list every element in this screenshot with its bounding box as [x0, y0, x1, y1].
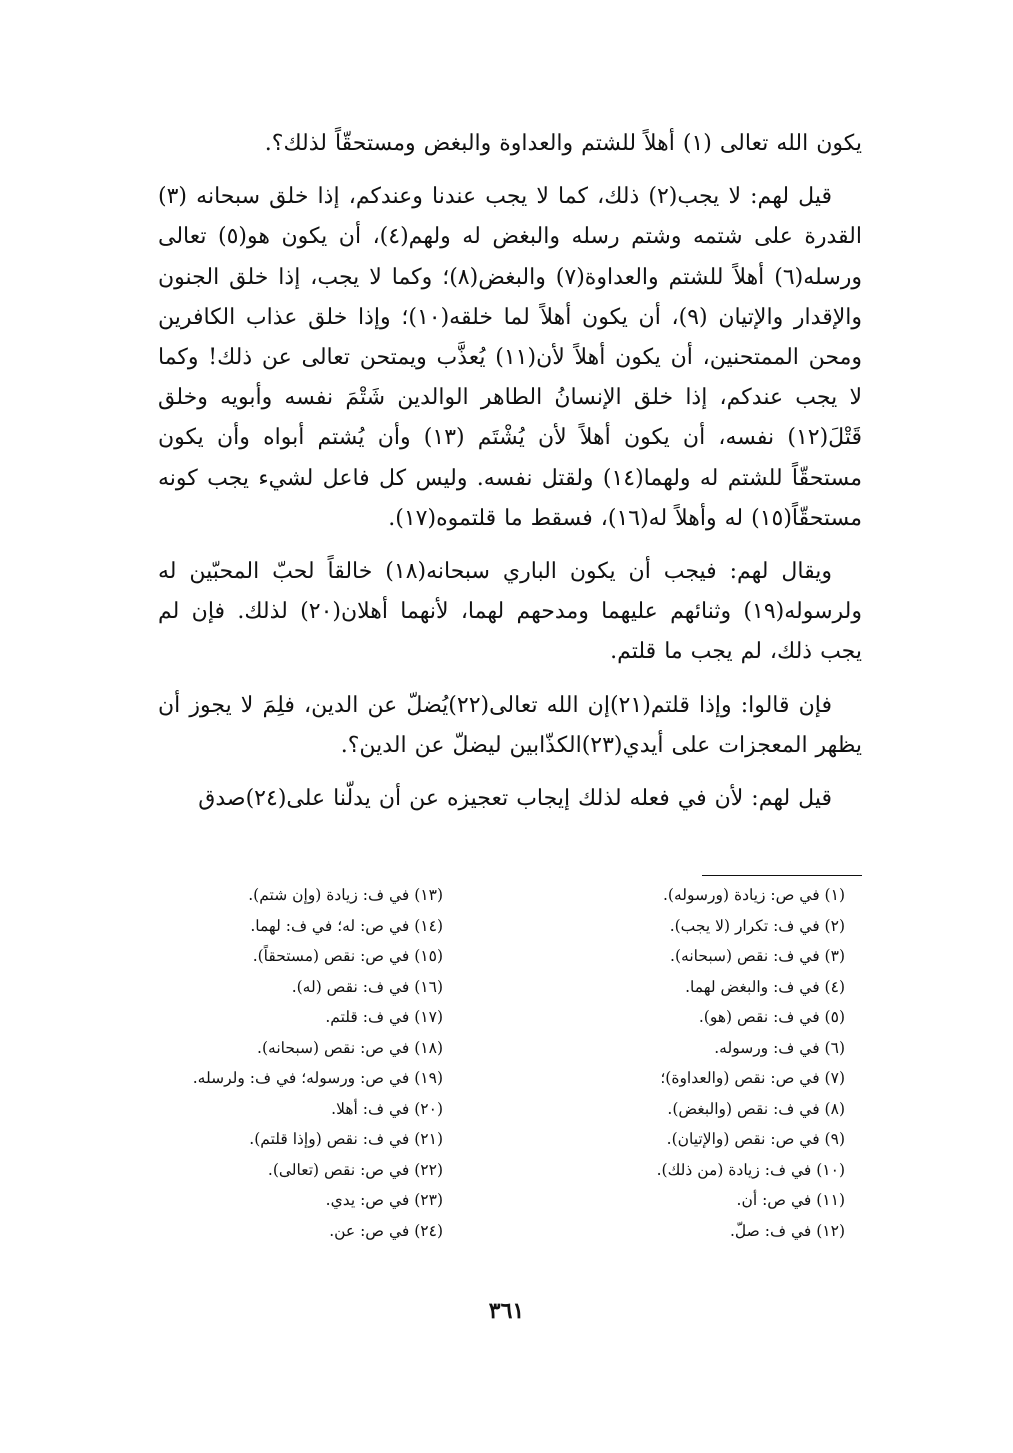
paragraph-2: قيل لهم: لا يجب(٢) ذلك، كما لا يجب عندنا وعندكم، إذا خلق سبحانه (٣) القدرة على شتمه وشتم رسله والبغض له ولهم(٤)، أن يكون هو(٥) تعالى ورسله(٦) أهلاً للشتم والعداوة(٧) والبغض(٨)؛ وكما لا يجب، إذا خلق الجنون والإقدار والإتيان (٩)، أن يكون أهلاً لما خلقه(١٠)؛ وإذا خلق عذاب الكافرين ومحن الممتحنين، أن يكون أهلاً لأن(١١) يُعذَّب ويمتحن تعالى عن ذلك! وكما لا يجب عندكم، إذا خلق الإنسانُ الطاهر الوالدين شَتْمَ نفسه وأبويه وخلق قَتْلَ(١٢) نفسه، أن يكون أهلاً لأن يُشْتَم (١٣) وأن يُشتم أبواه وأن يكون مستحقّاً للشتم له ولهما(١٤) ولقتل نفسه. وليس كل فاعل لشيء يجب كونه مستحقّاً(١٥) له وأهلاً له(١٦)، فسقط ما قلتموه(١٧). [158, 184, 863, 531]
footnote: (٥) في ف: نقص (هو). [698, 1008, 845, 1026]
footnote: (٣) في ف: نقص (سبحانه). [670, 947, 845, 965]
footnote: (١٠) في ف: زيادة (من ذلك). [656, 1160, 845, 1179]
footnote-separator [702, 875, 862, 876]
footnote: (١٨) في ص: نقص (سبحانه). [257, 1038, 443, 1057]
footnote: (١٢) في ف: صلّ. [730, 1221, 845, 1240]
footnote: (١٥) في ص: نقص (مستحقاً). [252, 947, 443, 965]
footnotes-left-column [153, 880, 443, 1246]
footnote: (٢٠) في ف: أهلا. [331, 1099, 443, 1118]
footnote: (٢٣) في ص: يدي. [325, 1191, 443, 1209]
footnote: (٢٢) في ص: نقص (تعالى). [267, 1160, 443, 1179]
footnote: (١) في ص: زيادة (ورسوله). [663, 886, 845, 904]
footnote: (٨) في ف: نقص (والبغض). [667, 1099, 845, 1118]
footnote: (١١) في ص: أن. [736, 1191, 845, 1209]
footnote: (٤) في ف: والبغض لهما. [685, 977, 845, 996]
main-text [158, 124, 862, 832]
footnotes-right-column [545, 880, 845, 1246]
footnote: (١٩) في ص: ورسوله؛ في ف: ولرسله. [192, 1069, 443, 1087]
paragraph-5: قيل لهم: لأن في فعله لذلك إيجاب تعجيزه عن أن يدلّنا على(٢٤)صدق [198, 786, 832, 812]
paragraph-1: يكون الله تعالى (١) أهلاً للشتم والعداوة والبغض ومستحقّاً لذلك؟. [264, 131, 862, 156]
footnote: (٧) في ص: نقص (والعداوة)؛ [660, 1069, 845, 1087]
footnote: (٩) في ص: نقص (والإتيان). [666, 1130, 845, 1148]
paragraph-3: ويقال لهم: فيجب أن يكون الباري سبحانه(١٨) خالقاً لحبّ المحبّين له ولرسوله(١٩) وثنائهم عليهما ومدحهم لهما، لأنهما أهلان(٢٠) لذلك. فإن لم يجب ذلك، لم يجب ما قلتم. [158, 559, 862, 665]
footnote: (٢١) في ف: نقص (وإذا قلتم). [249, 1130, 443, 1148]
paragraph-4: فإن قالوا: وإذا قلتم(٢١)إن الله تعالى(٢٢)يُضلّ عن الدين، فلِمَ لا يجوز أن يظهر المعجزات على أيدي(٢٣)الكذّابين ليضلّ عن الدين؟. [158, 692, 862, 758]
footnote: (٦) في ف: ورسوله. [714, 1038, 845, 1057]
footnote: (٢٤) في ص: عن. [329, 1221, 443, 1240]
footnote: (١٧) في ف: قلتم. [325, 1008, 443, 1026]
footnote: (١٤) في ص: له؛ في ف: لهما. [250, 916, 443, 935]
footnote: (١٦) في ف: نقص (له). [291, 977, 443, 996]
page-number: ٣٦١ [488, 1298, 525, 1324]
footnote: (٢) في ف: تكرار (لا يجب). [669, 916, 845, 935]
footnote: (١٣) في ف: زيادة (وإن شتم). [248, 886, 443, 904]
